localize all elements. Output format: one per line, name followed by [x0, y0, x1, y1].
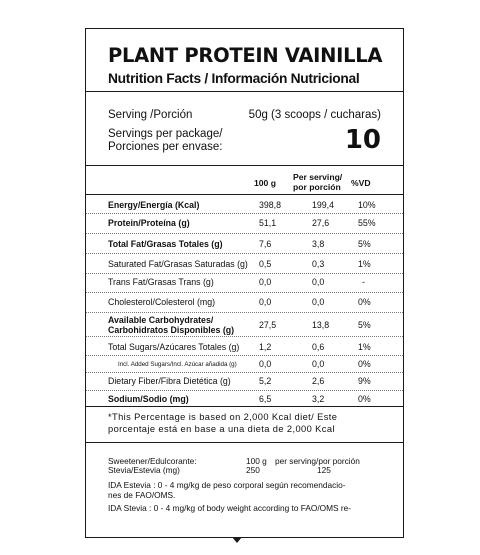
sweetener-value-serving: 125 [317, 465, 331, 475]
row-value-serving: 3,8 [312, 239, 325, 249]
row-value-serving: 13,8 [312, 320, 330, 330]
row-value-dv: 0% [358, 394, 371, 404]
dv-footnote [108, 412, 381, 435]
row-added-sugars [86, 358, 403, 377]
row-value-serving: 199,4 [312, 200, 335, 210]
divider [86, 91, 403, 92]
row-value-100g: 0,0 [259, 297, 272, 307]
row-sodium [86, 394, 403, 413]
row-dietary-fiber [86, 376, 403, 395]
row-value-100g: 0,0 [259, 359, 272, 369]
row-separator [86, 372, 403, 373]
row-name: Total Fat/Grasas Totales (g) [108, 239, 223, 249]
row-name: Dietary Fiber/Fibra Dietética (g) [108, 376, 231, 386]
row-separator [86, 390, 403, 391]
row-value-100g: 51,1 [259, 218, 277, 228]
row-name: Cholesterol/Colesterol (mg) [108, 297, 216, 307]
row-value-serving: 0,6 [312, 342, 325, 352]
row-value-serving: 0,0 [312, 359, 325, 369]
servings-label-en: Servings per package/ [108, 128, 223, 140]
row-separator [86, 233, 403, 234]
row-value-100g: 6,5 [259, 394, 272, 404]
row-separator [86, 336, 403, 337]
row-name: Trans Fat/Grasas Trans (g) [108, 277, 214, 287]
col-head-100g: 100 g [254, 178, 276, 188]
ida-es-line2: nes de FAO/OMS. [108, 489, 176, 500]
bottom-notch [232, 537, 242, 543]
row-value-100g: 5,2 [259, 376, 272, 386]
row-value-serving: 3,2 [312, 394, 325, 404]
sweetener-col-100g: 100 g [246, 456, 267, 466]
servings-count: 10 [344, 125, 381, 155]
row-name: Sodium/Sodio (mg) [108, 394, 189, 404]
row-value-dv: 0% [358, 297, 371, 307]
row-value-100g: 0,0 [259, 277, 272, 287]
row-separator [86, 253, 403, 254]
row-name: Incl. Added Sugars/Incl. Azúcar añadida (g) [118, 361, 237, 368]
col-head-per-serving [293, 173, 342, 192]
row-value-dv: 1% [358, 259, 371, 269]
sweetener-item: Stevia/Estevia (mg) [108, 465, 180, 475]
row-value-serving: 0,3 [312, 259, 325, 269]
row-available-carbs [86, 315, 403, 343]
col-head-dv: %VD [351, 178, 371, 188]
row-value-100g: 1,2 [259, 342, 272, 352]
row-value-100g: 0,5 [259, 259, 272, 269]
row-separator [86, 273, 403, 274]
row-energy [86, 200, 403, 219]
row-protein [86, 218, 403, 237]
sweetener-section [108, 457, 389, 514]
product-title: PLANT PROTEIN VAINILLA [108, 44, 383, 67]
row-value-dv: 10% [358, 200, 376, 210]
col-head-per-serving-es: por porción [293, 181, 341, 192]
row-value-dv: 5% [358, 239, 371, 249]
sweetener-table [108, 457, 389, 477]
row-name: Saturated Fat/Grasas Saturadas (g) [108, 259, 248, 269]
row-name: Protein/Proteína (g) [108, 218, 190, 228]
ida-es-line1: IDA Estevia : 0 - 4 mg/kg de peso corporal según recomendacio- [108, 480, 346, 490]
servings-label-es: Porciones per envase: [108, 141, 223, 153]
divider [86, 165, 403, 166]
nutrition-label [85, 28, 404, 538]
label-subtitle: Nutrition Facts / Información Nutricional [108, 71, 360, 86]
row-name-line2: Carbohidratos Disponibles (g) [108, 325, 235, 335]
row-value-dv: 5% [358, 320, 371, 330]
row-value-serving: 27,6 [312, 218, 330, 228]
row-total-fat [86, 239, 403, 258]
row-name: Energy/Energía (Kcal) [108, 200, 200, 210]
row-value-dv: 1% [358, 342, 371, 352]
row-value-dv: 55% [358, 218, 376, 228]
row-value-100g: 27,5 [259, 320, 277, 330]
sweetener-label: Sweetener/Edulcorante: [108, 456, 197, 466]
ida-spanish [108, 481, 389, 500]
sweetener-col-serving: per serving/por porción [275, 456, 360, 466]
row-name-line1: Available Carbohydrates/ [108, 315, 214, 325]
serving-value: 50g (3 scoops / cucharas) [248, 109, 381, 121]
row-separator [86, 312, 403, 313]
serving-label: Serving /Porción [108, 109, 193, 121]
row-separator [86, 292, 403, 293]
row-saturated-fat [86, 259, 403, 278]
row-separator [86, 355, 403, 356]
row-value-dv: 0% [358, 359, 371, 369]
row-name: Total Sugars/Azúcares Totales (g) [108, 342, 240, 352]
row-cholesterol [86, 297, 403, 316]
divider [86, 194, 403, 195]
row-value-100g: 398,8 [259, 200, 282, 210]
row-trans-fat [86, 277, 403, 296]
row-value-dv: 9% [358, 376, 371, 386]
row-value-100g: 7,6 [259, 239, 272, 249]
row-value-serving: 0,0 [312, 297, 325, 307]
row-value-serving: 0,0 [312, 277, 325, 287]
divider [86, 442, 403, 443]
footnote-line1: *This Percentage is based on 2,000 Kcal diet/ Este [108, 412, 338, 422]
label-header [108, 45, 393, 87]
row-value-serving: 2,6 [312, 376, 325, 386]
col-head-per-serving-en: Per serving/ [293, 172, 343, 182]
ida-english: IDA Stevia : 0 - 4 mg/kg of body weight according to FAO/OMS re- [108, 503, 352, 513]
servings-per-package-row [108, 125, 381, 155]
serving-size-row [108, 109, 381, 122]
row-value-dv: - [362, 277, 365, 287]
footnote-line2: porcentaje está en base a una dieta de 2,000 Kcal [108, 423, 335, 434]
sweetener-value-100g: 250 [246, 465, 260, 475]
row-separator [86, 213, 403, 214]
divider [86, 406, 403, 407]
